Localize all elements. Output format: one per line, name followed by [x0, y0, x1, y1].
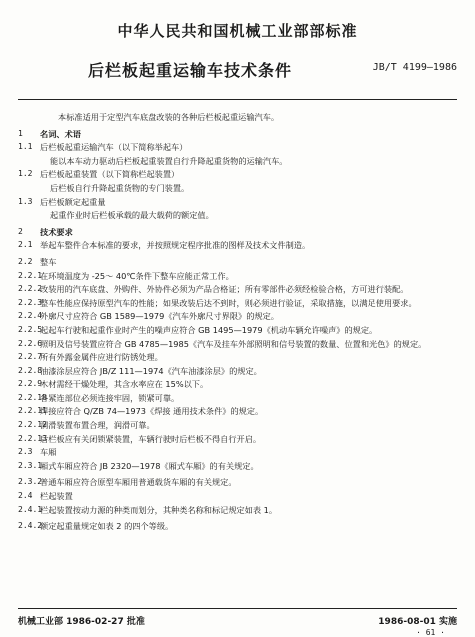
clause-text: 举起车整件合本标准的要求，并按照规定程序批准的图样及技术文件制造。: [40, 240, 311, 251]
clause-text: 厢式车厢应符合 JB 2320—1978《厢式车厢》的有关规定。: [40, 460, 259, 471]
clause-number: 2.2.13: [18, 433, 47, 443]
clause-row: [18, 447, 458, 458]
clause-number: 2.2.6: [18, 338, 43, 348]
clause-row: [18, 339, 458, 350]
clause-list: [18, 129, 458, 532]
clause-row: [18, 142, 458, 153]
clause-text: 焊接应符合 Q/ZB 74—1973《焊接 通用技术条件》的规定。: [40, 406, 264, 417]
clause-text: 外廓尺寸应符合 GB 1589—1979《汽车外廓尺寸界限》的规定。: [40, 311, 279, 322]
clause-row: [18, 461, 458, 472]
clause-number: 1: [18, 128, 23, 138]
clause-row: [18, 505, 458, 516]
clause-row: [18, 406, 458, 417]
clause-number: 2.2.7: [18, 352, 43, 362]
clause-row: [18, 311, 458, 322]
clause-number: 1.2: [18, 169, 33, 179]
clause-text: 能以本车动力驱动后栏板起重装置自行升降起重货物的运输汽车。: [50, 155, 288, 166]
clause-number: 1.1: [18, 142, 33, 152]
clause-row: [18, 210, 458, 221]
clause-row: [18, 420, 458, 431]
clause-text: 技术要求: [40, 226, 73, 237]
clause-row: [18, 169, 458, 180]
clause-number: 2.2.1: [18, 270, 43, 280]
clause-number: 1.3: [18, 196, 33, 206]
clause-row: [18, 366, 458, 377]
document-title: 后栏板起重运输车技术条件: [88, 61, 293, 80]
clause-number: 2.4.1: [18, 504, 43, 514]
clause-text: 车厢: [40, 447, 57, 458]
implementation-date: 1986-08-01 实施: [378, 617, 457, 627]
clause-number: 2.2.2: [18, 284, 43, 294]
clause-row: [18, 129, 458, 140]
clause-number: 2.2.5: [18, 324, 43, 334]
clause-text: 油漆涂层应符合 JB/Z 111—1974《汽车油漆涂层》的规定。: [40, 365, 262, 376]
document-body: [18, 112, 458, 532]
clause-number: 2.3: [18, 447, 33, 457]
clause-text: 洞滑装置布置合理，润滑可靠。: [40, 420, 155, 431]
clause-text: 整车性能应保持原型汽车的性能；如果改装后达不到时，则必须进行验证，采取措施，以满足使用要求。: [40, 297, 417, 308]
clause-row: [18, 379, 458, 390]
clause-text: 普通车厢应符合原型车厢用普通载货车厢的有关规定。: [40, 477, 237, 488]
clause-row: [18, 257, 458, 268]
approval-date: 机械工业部 1986-02-27 批准: [18, 617, 145, 627]
clause-row: [18, 240, 458, 251]
clause-text: 后栏板起重运输汽车（以下简称举起车）: [40, 142, 188, 153]
clause-text: 栏起装置: [40, 491, 73, 502]
clause-text: 后栏板应有关闭锁紧装置，车辆行驶时后栏板不得自行开启。: [40, 433, 262, 444]
clause-text: 在环境温度为 -25～ 40℃条件下整车应能正常工作。: [40, 270, 234, 281]
clause-row: [18, 227, 458, 238]
intro-paragraph: [18, 112, 458, 123]
clause-number: 2.2.10: [18, 392, 47, 402]
intro-text: 本标准适用于定型汽车底盘改装的各种后栏板起重运输汽车。: [58, 112, 280, 122]
clause-text: 额定起重量规定如表 2 的四个等级。: [40, 521, 174, 532]
clause-number: 2.2.11: [18, 406, 47, 416]
clause-text: 后栏板自行升降起重货物的专门装置。: [50, 182, 190, 193]
clause-number: 2.2.4: [18, 311, 43, 321]
clause-text: 名词、术语: [40, 128, 81, 139]
clause-text: 栏起装置按动力源的种类而划分，其种类名称和标记规定如表 1。: [40, 504, 278, 515]
clause-row: [18, 434, 458, 445]
clause-row: [18, 183, 458, 194]
clause-row: [18, 491, 458, 502]
standard-code: JB/T 4199—1986: [372, 62, 457, 73]
clause-row: [18, 393, 458, 404]
standard-authority: 中华人民共和国机械工业部部标准: [117, 22, 358, 40]
clause-number: 2.2: [18, 256, 33, 266]
clause-text: 整车: [40, 256, 57, 267]
clause-text: 后栏板额定起重量: [40, 196, 106, 207]
clause-number: 2.4.2: [18, 521, 43, 531]
clause-number: 2.2.8: [18, 365, 43, 375]
clause-text: 改装用的汽车底盘、外购件、外协件必须为产品合格证；所有零部件必须经检验合格，方可进行装配。: [40, 284, 409, 295]
clause-row: [18, 271, 458, 282]
clause-text: 后栏板起重装置（以下简称栏起装置）: [40, 169, 180, 180]
clause-number: 2.4: [18, 491, 33, 501]
clause-row: [18, 477, 458, 488]
clause-row: [18, 521, 458, 532]
clause-row: [18, 325, 458, 336]
clause-number: 2.2.9: [18, 379, 43, 389]
page-number: · 61 ·: [416, 628, 445, 637]
clause-row: [18, 156, 458, 167]
clause-text: 起起车行驶和起重作业时产生的噪声应符合 GB 1495—1979《机动车辆允许噪声》的规定。: [40, 324, 378, 335]
clause-row: [18, 197, 458, 208]
clause-number: 2: [18, 226, 23, 236]
clause-row: [18, 284, 458, 295]
clause-text: 各紧连部位必须连接牢固，锁紧可靠。: [40, 392, 180, 403]
clause-text: 所有外露金属件应进行防锈处理。: [40, 352, 163, 363]
header-divider: [18, 99, 457, 100]
clause-number: 2.3.2: [18, 477, 43, 487]
clause-number: 2.2.12: [18, 420, 47, 430]
clause-number: 2.2.3: [18, 297, 43, 307]
clause-text: 起重作业时后栏板承载的最大载荷的额定值。: [50, 210, 214, 221]
clause-number: 2.1: [18, 240, 33, 250]
clause-row: [18, 352, 458, 363]
clause-text: 木材需经干燥处理，其含水率应在 15%以下。: [40, 379, 209, 390]
footer-divider: [18, 608, 457, 609]
clause-row: [18, 298, 458, 309]
clause-text: 照明及信号装置应符合 GB 4785—1985《汽车及挂车外部照明和信号装置的数量、位置和光色》的规定。: [40, 338, 427, 349]
clause-number: 2.3.1: [18, 460, 43, 470]
